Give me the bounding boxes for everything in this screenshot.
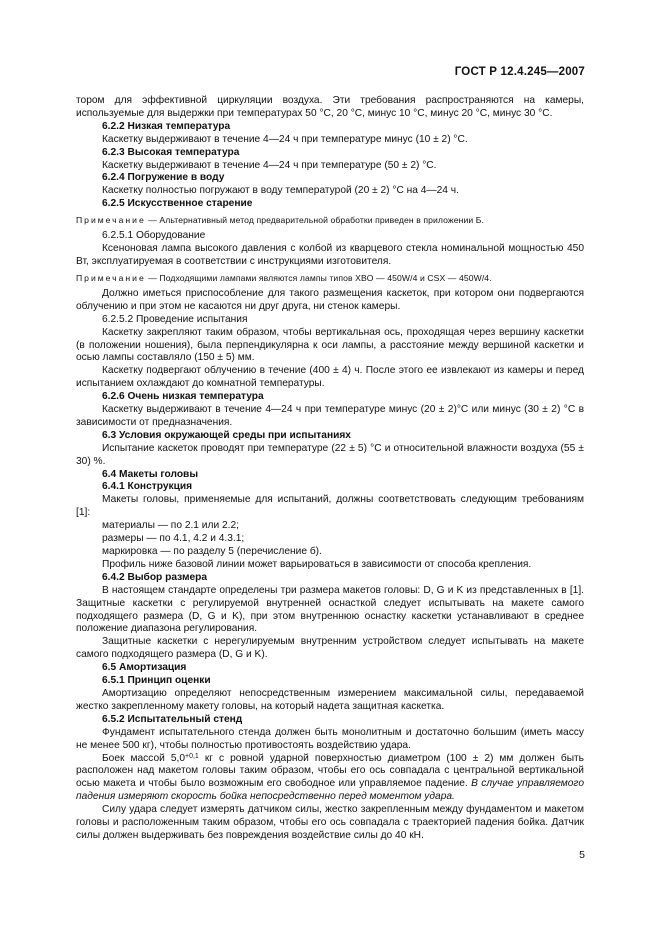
paragraph: Каскетку подвергают облучению в течение (400 ± 4) ч. После этого ее извлекают из камеры и перед испытанием охлаждают до комнатной температуры. <box>76 365 584 390</box>
section-heading: 6.2.4 Погружение в воду <box>102 172 225 184</box>
section-heading: 6.5.2 Испытательный стенд <box>102 713 243 725</box>
paragraph: Каскетку выдерживают в течение 4—24 ч при температуре минус (10 ± 2) °С. <box>102 133 468 145</box>
note-label: Примечание <box>76 272 146 283</box>
paragraph: Амортизацию определяют непосредственным измерением максимальной силы, передаваемой жестко закрепленному макету головы, на который надета защитная каскетка. <box>76 687 584 712</box>
paragraph: Защитные каскетки с нерегулируемым внутренним устройством следует испытывать на макете самого подходящего размера (D, G и K). <box>76 636 584 661</box>
paragraph: Должно иметься приспособление для такого размещения каскеток, при котором они подвергаются облучению и при этом не касаются ни друг друга, ни стенок камеры. <box>76 287 584 312</box>
paragraph: 6.2.5.1 Оборудование <box>102 230 206 242</box>
page-number: 5 <box>579 849 585 861</box>
document-body <box>76 95 584 843</box>
paragraph: Ксеноновая лампа высокого давления с колбой из кварцевого стекла номинальной мощностью 450 Вт, эксплуатируемая в соответствии с инструкциями изготовителя. <box>76 243 584 267</box>
paragraph: Испытание каскеток проводят при температуре (22 ± 5) °С и относительной влажности воздуха (55 ± 30) %. <box>76 442 584 467</box>
paragraph: размеры — по 4.1, 4.2 и 4.3.1; <box>102 533 245 545</box>
document-id-header: ГОСТ Р 12.4.245—2007 <box>454 66 585 78</box>
paragraph: Фундамент испытательного стенда должен быть монолитным и достаточно большим (иметь массу не менее 500 кг), чтобы полностью противостоять воздействию удара. <box>76 726 584 751</box>
section-heading: 6.2.5 Искусственное старение <box>102 198 253 210</box>
paragraph <box>76 753 584 805</box>
paragraph: Силу удара следует измерять датчиком силы, жестко закрепленным между фундаментом и макетом головы и расположенным таким образом, чтобы его ось совпадала с траекторией падения бойка. Датчик силы должен выдерживать без повреждения воздействие силы до 40 кН. <box>76 804 584 841</box>
paragraph: Макеты головы, применяемые для испытаний, должны соответствовать следующим требованиям [1]: <box>76 494 584 519</box>
paragraph-pre: Боек массой 5,0 <box>102 752 185 764</box>
section-heading: 6.2.6 Очень низкая температура <box>102 391 264 403</box>
paragraph: 6.2.5.2 Проведение испытания <box>102 313 248 325</box>
paragraph: тором для эффективной циркуляции воздуха. Эти требования распространяются на камеры, используемые для выдержки при температурах 50 °С, 20 °С, минус 10 °С, минус 20 °С, минус 30 °С. <box>76 95 584 119</box>
section-heading: 6.3 Условия окружающей среды при испытаниях <box>102 429 351 441</box>
paragraph: материалы — по 2.1 или 2.2; <box>102 520 239 532</box>
note-text: — Альтернативный метод предварительной обработки приведен в приложении Б. <box>145 215 485 226</box>
note <box>76 272 584 284</box>
note-text: — Подходящими лампами являются лампы типов XBO — 450W/4 и CSX — 450W/4. <box>145 272 492 283</box>
section-heading: 6.5 Амортизация <box>102 662 187 674</box>
section-heading: 6.4 Макеты головы <box>102 468 199 480</box>
paragraph-italic: В случае управляемого падения измеряют скорость бойка непосредственно перед моментом удара. <box>76 778 584 803</box>
section-heading: 6.5.1 Принцип оценки <box>102 675 211 687</box>
paragraph: Каскетку закрепляют таким образом, чтобы вертикальная ось, проходящая через вершину каскетки (в положении ношения), была перпендикулярна к оси лампы, а расстояние между вершиной каскетки и осью лампы составляло (150 ± 5) мм. <box>76 326 584 364</box>
section-heading: 6.4.1 Конструкция <box>102 481 193 493</box>
paragraph: Профиль ниже базовой линии может варьироваться в зависимости от способа крепления. <box>102 558 532 570</box>
paragraph: Каскетку выдерживают в течение 4—24 ч при температуре (50 ± 2) °С. <box>102 159 437 171</box>
paragraph: Каскетку выдерживают в течение 4—24 ч при температуре минус (20 ± 2)°С или минус (30 ± 2) °С в зависимости от предназначения. <box>76 404 584 428</box>
paragraph: маркировка — по разделу 5 (перечисление б). <box>102 546 322 557</box>
paragraph: Каскетку полностью погружают в воду температурой (20 ± 2) °С на 4—24 ч. <box>102 185 459 197</box>
section-heading: 6.4.2 Выбор размера <box>102 571 208 583</box>
note-label: Примечание <box>76 215 146 226</box>
paragraph-post: кг с ровной ударной поверхностью диаметром (100 ± 2) мм должен быть расположен над макетом головы таким образом, чтобы его ось совпадала с центральной вертикальной осью макета и чтобы было возможным его свободное или управляемое падение. <box>76 752 584 790</box>
section-heading: 6.2.2 Низкая температура <box>102 120 231 132</box>
note <box>76 214 584 226</box>
paragraph: В настоящем стандарте определены три размера макетов головы: D, G и K из представленных в [1]. Защитные каскетки с регулируемой внутренней оснасткой следует испытывать на макете самого подходящего размера (D, G и K), при этом внутреннюю оснастку каскетки устанавливают в среднее положение диапазона регулирования. <box>76 584 584 635</box>
paragraph-sup: +0,1 <box>185 752 199 760</box>
section-heading: 6.2.3 Высокая температура <box>102 146 240 158</box>
